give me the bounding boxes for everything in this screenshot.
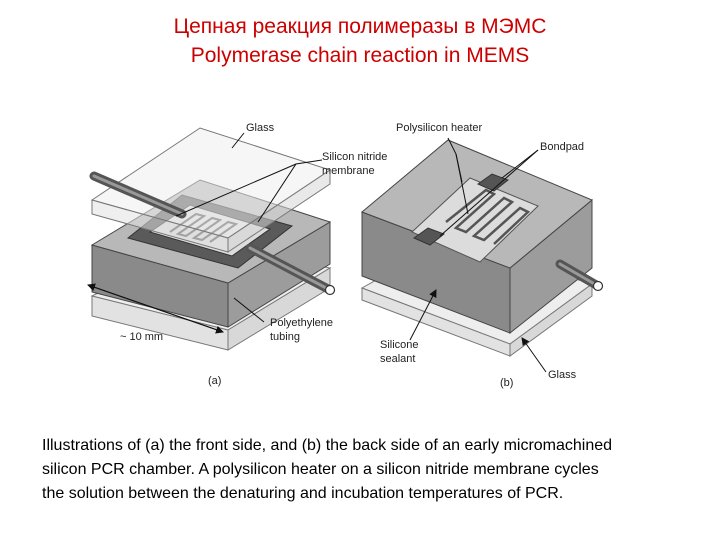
caption-line: the solution between the denaturing and incubation temperatures of PCR.: [42, 485, 564, 502]
label-sealant-line2: sealant: [380, 353, 416, 365]
label-bondpad: Bondpad: [540, 141, 585, 153]
label-sealant-line1: Silicone: [380, 339, 419, 351]
page-subtitle: Polymerase chain reaction in MEMS: [190, 44, 530, 67]
panel-label-b: (b): [500, 377, 514, 389]
label-tubing-line1: Polyethylene: [270, 317, 333, 329]
page-title: Цепная реакция полимеразы в МЭМС: [173, 15, 547, 38]
figure-caption: [42, 434, 702, 506]
label-tubing-line2: tubing: [270, 331, 300, 343]
label-membrane-line2: membrane: [322, 165, 375, 177]
label-glass-a: Glass: [246, 122, 275, 134]
figure-b-back-side: [362, 138, 603, 372]
label-membrane-line1: Silicon nitride: [322, 151, 388, 163]
panel-label-a: (a): [208, 375, 222, 387]
label-heater: Polysilicon heater: [396, 122, 483, 134]
caption-line: Illustrations of (a) the front side, and (b) the back side of an early micromachined: [42, 437, 613, 454]
label-size: ~ 10 mm: [120, 331, 164, 343]
caption-line: silicon PCR chamber. A polysilicon heater on a silicon nitride membrane cycles: [42, 461, 599, 478]
label-glass-b: Glass: [548, 369, 577, 381]
